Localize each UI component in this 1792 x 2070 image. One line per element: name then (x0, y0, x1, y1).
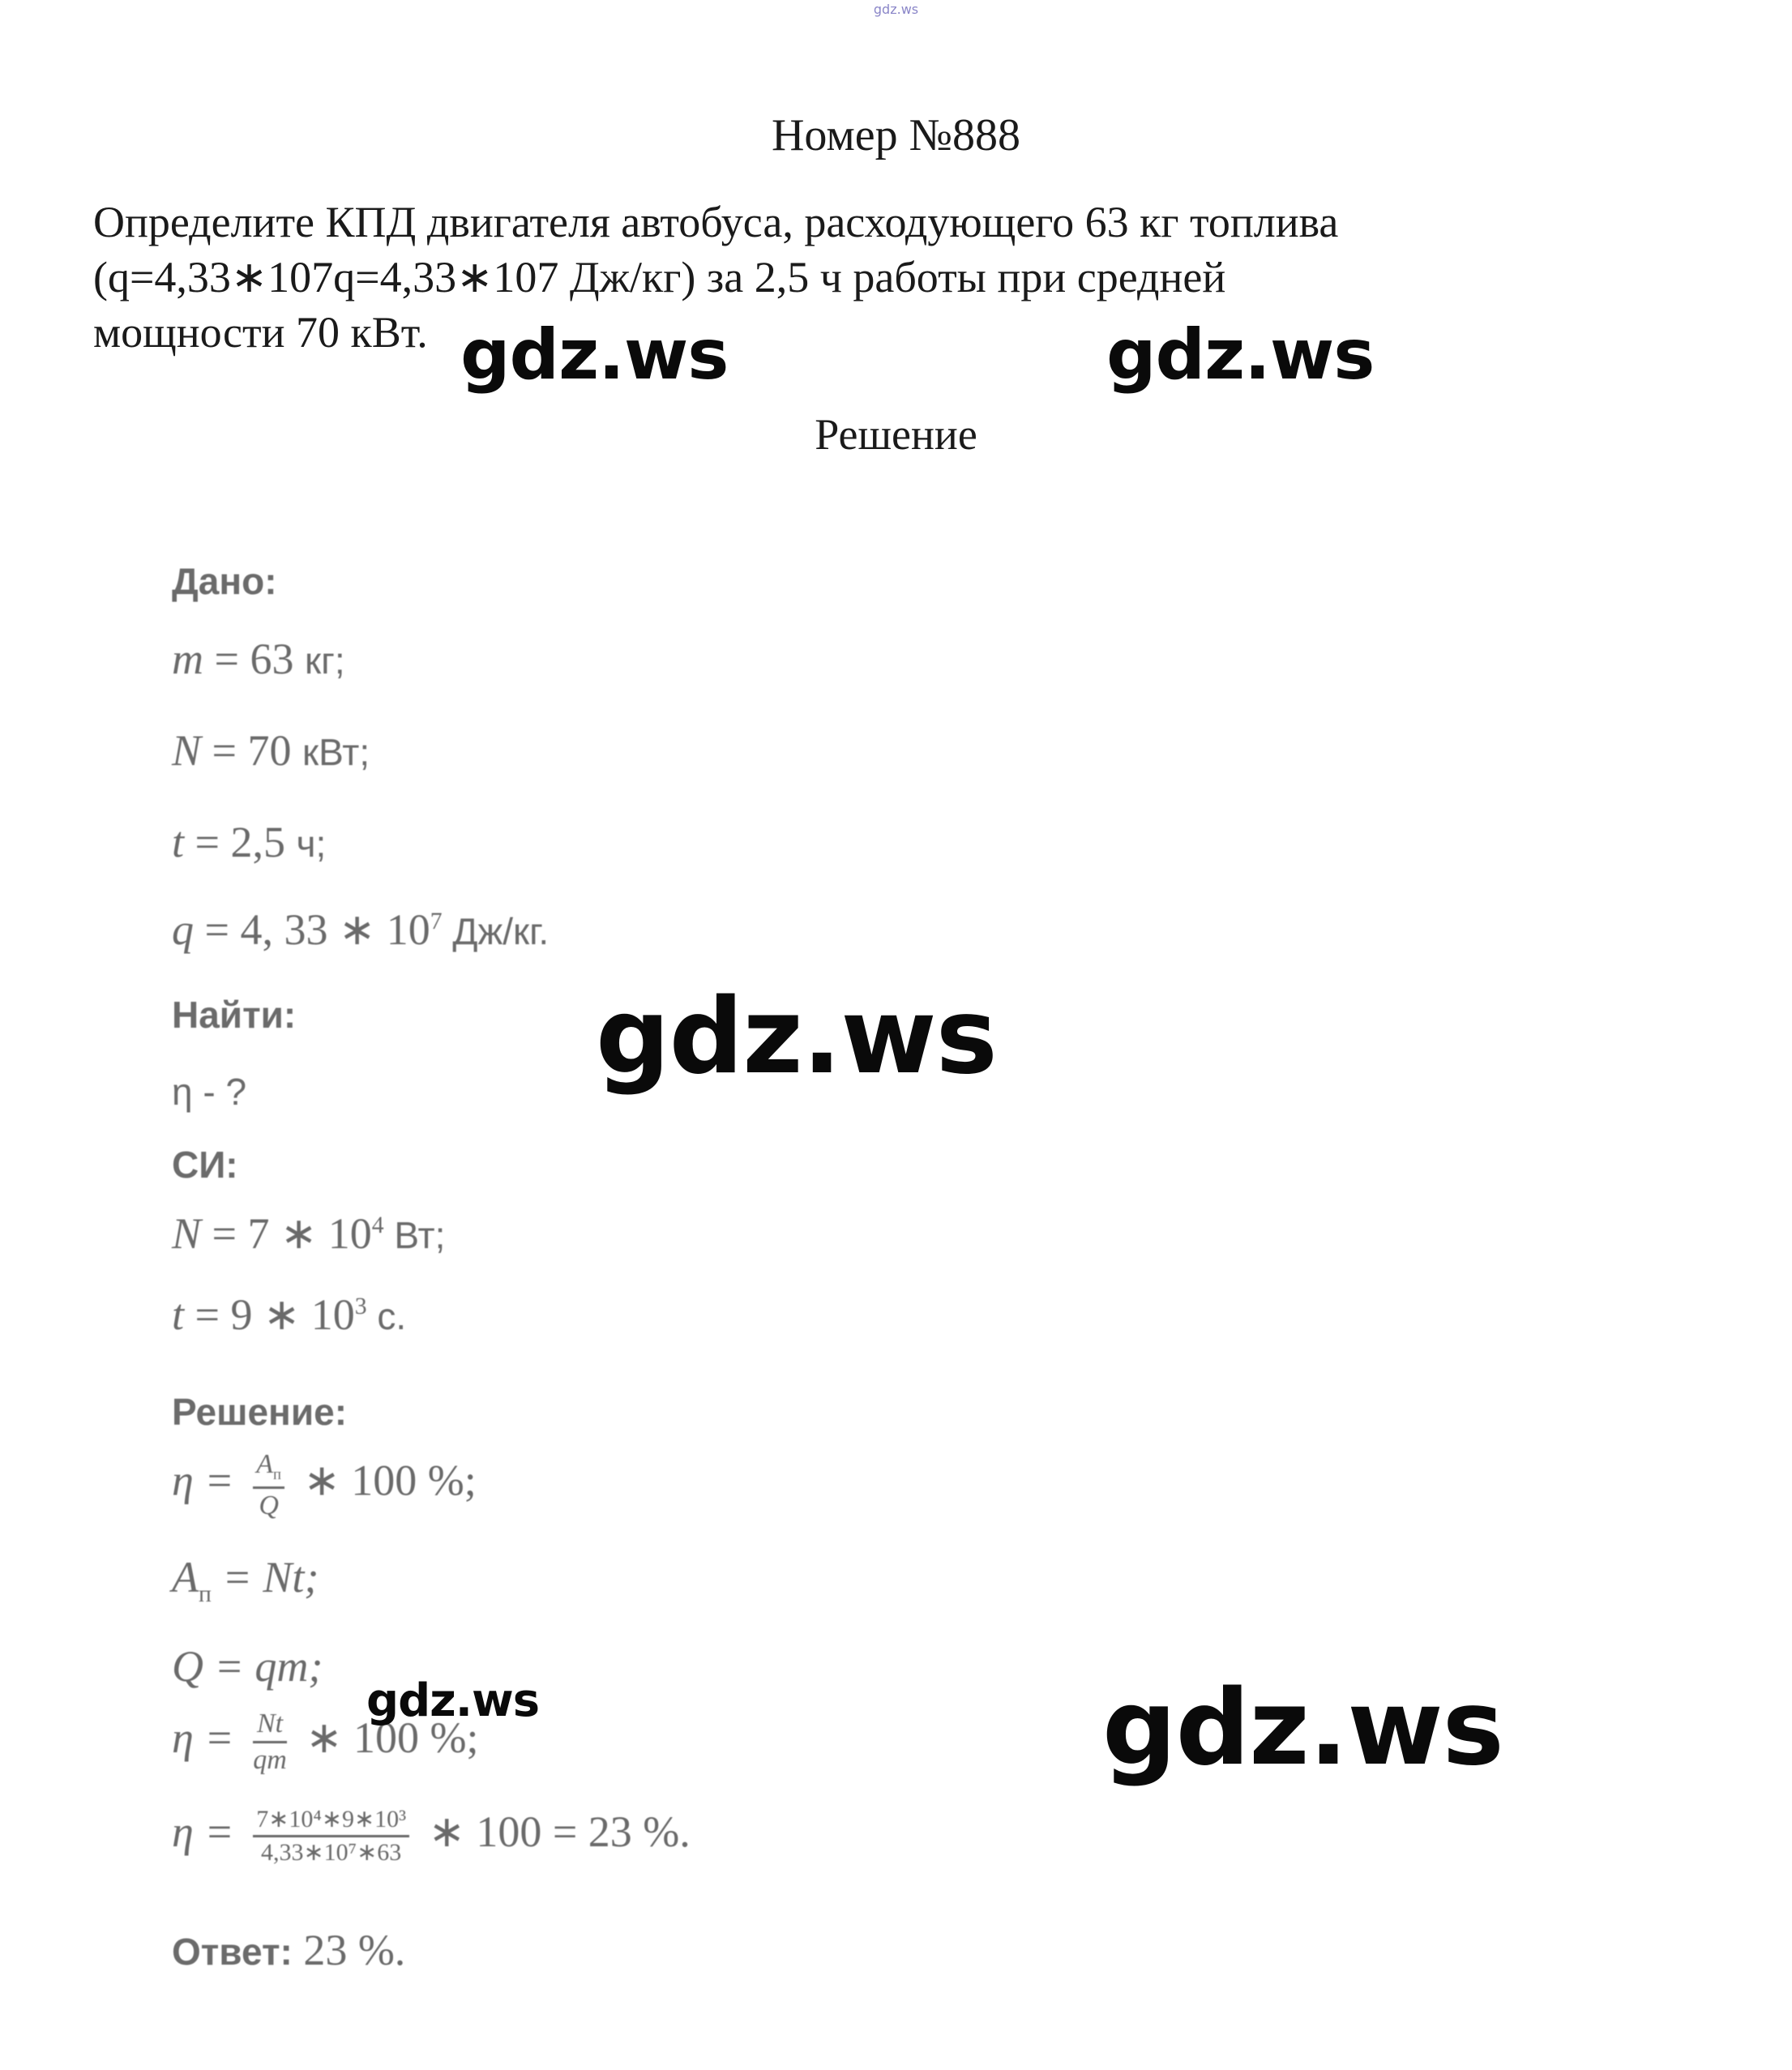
formula-efficiency (172, 1451, 477, 1520)
formula-calculation (172, 1806, 691, 1865)
watermark: gdz.ws (596, 977, 997, 1097)
given-mass (172, 634, 345, 684)
si-power-exp: 4 (371, 1212, 384, 1238)
task-line: мощности 70 кВт. (93, 308, 428, 357)
work-sub: п (199, 1580, 212, 1607)
work-rhs: = Nt; (211, 1553, 319, 1602)
fraction (253, 1451, 284, 1520)
power-eq: = 70 (201, 726, 302, 775)
si-time-exp: 3 (354, 1294, 367, 1319)
given-time (172, 817, 326, 867)
solution-heading: Решение: (172, 1391, 348, 1433)
heat-formula: Q = qm; (172, 1642, 323, 1691)
si-heading: СИ: (172, 1144, 238, 1186)
find-value: η - ? (172, 1071, 247, 1113)
formula-work (172, 1552, 319, 1608)
si-time-eq: = 9 ∗ 10 (184, 1290, 355, 1339)
time-eq: = 2,5 (184, 818, 297, 866)
si-time-unit: с. (366, 1295, 407, 1337)
si-power-var: N (172, 1209, 202, 1258)
site-mark: gdz.ws (873, 2, 919, 17)
fraction (253, 1807, 409, 1865)
mass-unit: кг; (304, 639, 345, 682)
answer (172, 1925, 405, 1975)
formula-expanded-lhs: η = (172, 1713, 234, 1762)
fraction-numerator-sub: п (273, 1465, 282, 1483)
mass-var: m (172, 635, 203, 683)
power-var: N (172, 726, 202, 775)
formula-calc-lhs: η = (172, 1807, 234, 1856)
task-line: Определите КПД двигателя автобуса, расходующего 63 кг топлива (93, 198, 1339, 246)
heat-var: q (172, 905, 194, 954)
watermark: gdz.ws (366, 1674, 540, 1727)
work-var: A (172, 1553, 199, 1602)
fraction-numerator: A (256, 1449, 274, 1479)
si-time (172, 1289, 406, 1340)
formula-expanded-rhs: ∗ 100 %; (306, 1713, 479, 1762)
solution-title: Решение (815, 410, 977, 459)
heat-exp: 7 (430, 909, 443, 934)
given-power (172, 725, 370, 776)
find-heading: Найти: (172, 994, 297, 1036)
fraction-denominator: 4,33∗10⁷∗63 (261, 1839, 402, 1867)
fraction (253, 1710, 287, 1774)
fraction-denominator: qm (253, 1745, 287, 1775)
si-power-unit: Вт; (383, 1214, 446, 1256)
formula-calc-rhs: ∗ 100 = 23 %. (428, 1807, 691, 1856)
fraction-numerator: 7∗10⁴∗9∗10³ (253, 1807, 409, 1837)
task-statement (93, 195, 1633, 360)
fraction-numerator: Nt (256, 1709, 284, 1739)
formula-efficiency-rhs: ∗ 100 %; (303, 1456, 477, 1505)
task-line: (q=4,33∗107q=4,33∗107 Дж/кг) за 2,5 ч работы при средней (93, 253, 1226, 302)
given-heading: Дано: (172, 560, 277, 602)
mass-eq: = 63 (203, 635, 305, 683)
watermark: gdz.ws (1106, 314, 1375, 396)
answer-value: 23 %. (292, 1926, 406, 1974)
watermark: gdz.ws (460, 314, 729, 396)
answer-label: Ответ: (172, 1931, 293, 1973)
time-unit: ч; (296, 823, 327, 865)
page-title: Номер №888 (771, 110, 1021, 160)
si-power-eq: = 7 ∗ 10 (201, 1209, 372, 1258)
si-time-var: t (172, 1290, 185, 1339)
power-unit: кВт; (302, 731, 370, 773)
heat-eq: = 4, 33 ∗ 10 (194, 905, 430, 954)
heat-unit: Дж/кг. (442, 910, 550, 952)
si-power (172, 1208, 445, 1259)
given-heat (172, 904, 549, 955)
formula-heat (172, 1641, 323, 1691)
formula-efficiency-lhs: η = (172, 1456, 234, 1505)
watermark: gdz.ws (1102, 1668, 1503, 1789)
time-var: t (172, 818, 185, 866)
fraction-denominator: Q (259, 1490, 279, 1520)
